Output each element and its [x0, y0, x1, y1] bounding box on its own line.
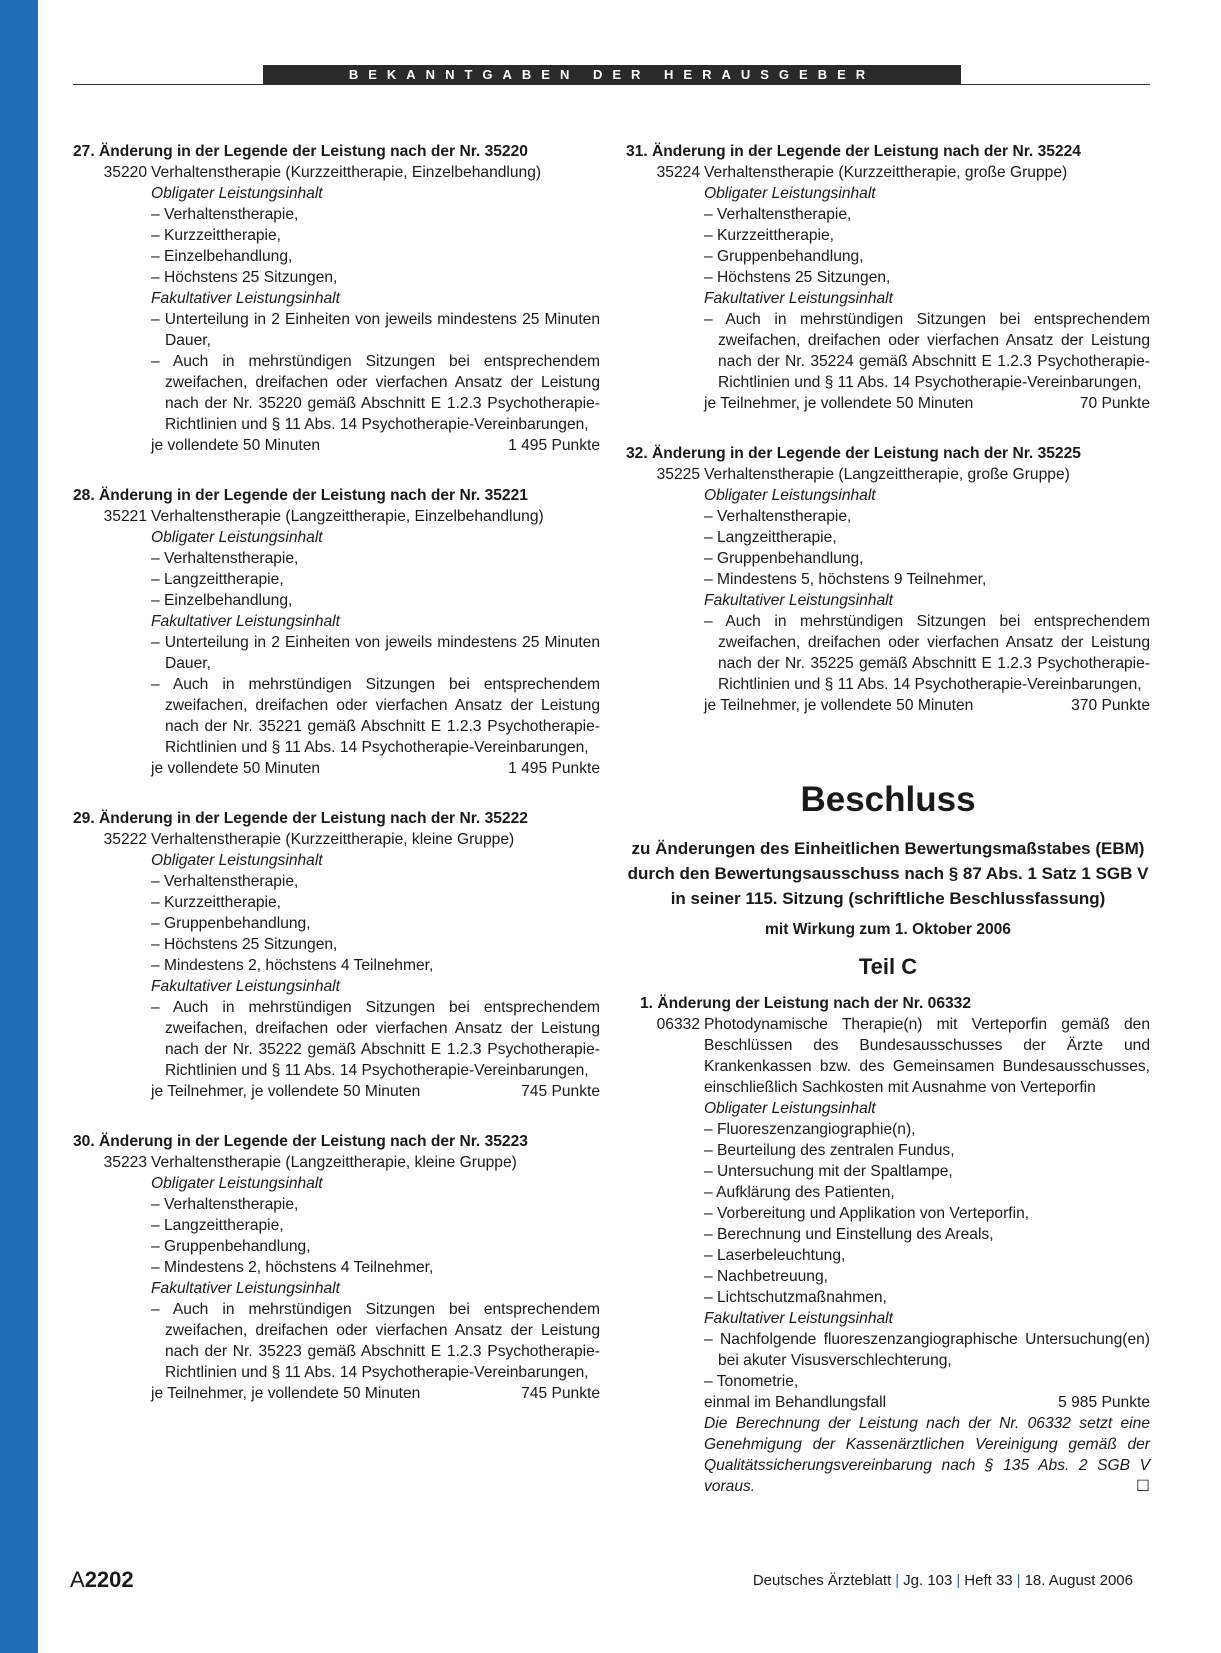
list-item: – Vorbereitung und Applikation von Verteporfin, — [704, 1205, 1030, 1222]
section-title: 32. Änderung in der Legende der Leistung nach der Nr. 35225 — [626, 445, 1081, 462]
obligat-label: Obligater Leistungsinhalt — [704, 1100, 876, 1117]
list-item: – Einzelbehandlung, — [151, 592, 293, 609]
teil-c-section — [626, 993, 1150, 1497]
list-item: – Verhaltenstherapie, — [704, 508, 852, 525]
beschluss-effective-date: mit Wirkung zum 1. Oktober 2006 — [765, 921, 1011, 938]
header-rule — [73, 84, 1150, 85]
service-code: 35225 — [656, 466, 700, 483]
list-item: – Kurzzeittherapie, — [151, 894, 282, 911]
service-title: Verhaltenstherapie (Kurzzeittherapie, kleine Gruppe) — [151, 831, 515, 848]
service-code: 35223 — [103, 1154, 147, 1171]
service-item — [626, 162, 1150, 414]
service-body — [151, 162, 600, 456]
obligat-label: Obligater Leistungsinhalt — [704, 487, 876, 504]
points-row — [151, 1081, 600, 1102]
journal-name: Deutsches Ärzteblatt — [752, 1572, 892, 1589]
service-title: Verhaltenstherapie (Langzeittherapie, kleine Gruppe) — [151, 1154, 517, 1171]
list-item: – Nachfolgende fluoreszenzangiographische Untersuchung(en) bei akuter Visusverschlechterung, — [704, 1331, 1150, 1369]
amendment-section — [73, 141, 600, 456]
obligat-label: Obligater Leistungsinhalt — [151, 1175, 323, 1192]
list-item: – Kurzzeittherapie, — [704, 227, 835, 244]
service-body — [704, 162, 1150, 414]
list-item: – Mindestens 5, höchstens 9 Teilnehmer, — [704, 571, 987, 588]
list-item: – Aufklärung des Patienten, — [704, 1184, 895, 1201]
billing-note: Die Berechnung der Leistung nach der Nr. 06332 setzt eine Genehmigung der Kassenärztlichen Vereinigung gemäß der Qualitätssicherungsvereinbarung nach § 135 Abs. 2 SGB V voraus. ☐ — [704, 1415, 1150, 1495]
fakult-label: Fakultativer Leistungsinhalt — [151, 1280, 340, 1297]
service-code: 35220 — [103, 164, 147, 181]
list-item: – Verhaltenstherapie, — [704, 206, 852, 223]
list-item: – Auch in mehrstündigen Sitzungen bei entsprechendem zweifachen, dreifachen oder vierfachen Ansatz der Leistung nach der Nr. 35222 gemäß Abschnitt E 1.2.3 Psychotherapie-Richtlinien und § 11 Abs. 14 Psychotherapie-Vereinbarungen, — [151, 999, 600, 1079]
points-row — [704, 1392, 1150, 1413]
page-number: A2202 — [70, 1567, 134, 1592]
list-item: – Einzelbehandlung, — [151, 248, 293, 265]
list-item: – Verhaltenstherapie, — [151, 873, 299, 890]
list-item: – Auch in mehrstündigen Sitzungen bei entsprechendem zweifachen, dreifachen oder vierfachen Ansatz der Leistung nach der Nr. 35225 gemäß Abschnitt E 1.2.3 Psychotherapie-Richtlinien und § 11 Abs. 14 Psychotherapie-Vereinbarungen, — [704, 613, 1150, 693]
service-item — [626, 1014, 1150, 1497]
fakult-label: Fakultativer Leistungsinhalt — [151, 978, 340, 995]
obligat-label: Obligater Leistungsinhalt — [704, 185, 876, 202]
points-basis: je vollendete 50 Minuten — [151, 760, 321, 777]
service-body — [151, 829, 600, 1102]
points-value: 5 985 Punkte — [1058, 1394, 1150, 1411]
list-item: – Auch in mehrstündigen Sitzungen bei entsprechendem zweifachen, dreifachen oder vierfachen Ansatz der Leistung nach der Nr. 35223 gemäß Abschnitt E 1.2.3 Psychotherapie-Richtlinien und § 11 Abs. 14 Psychotherapie-Vereinbarungen, — [151, 1301, 600, 1381]
issue: Heft 33 — [964, 1572, 1013, 1589]
service-title: Verhaltenstherapie (Kurzzeittherapie, große Gruppe) — [704, 164, 1068, 181]
list-item: – Gruppenbehandlung, — [151, 915, 311, 932]
list-item: – Höchstens 25 Sitzungen, — [151, 936, 338, 953]
right-sections — [626, 141, 1150, 716]
list-item: – Kurzzeittherapie, — [151, 227, 282, 244]
list-item: – Höchstens 25 Sitzungen, — [704, 269, 891, 286]
section-title: 1. Änderung der Leistung nach der Nr. 06332 — [640, 995, 972, 1012]
list-item: – Tonometrie, — [704, 1373, 799, 1390]
service-code: 35224 — [656, 164, 700, 181]
amendment-section — [626, 443, 1150, 716]
fakult-label: Fakultativer Leistungsinhalt — [704, 290, 893, 307]
list-item: – Laserbeleuchtung, — [704, 1247, 846, 1264]
list-item: – Unterteilung in 2 Einheiten von jeweils mindestens 25 Minuten Dauer, — [151, 634, 600, 672]
list-item: – Verhaltenstherapie, — [151, 206, 299, 223]
service-code: 35221 — [103, 508, 147, 525]
amendment-section — [626, 141, 1150, 414]
list-item: – Auch in mehrstündigen Sitzungen bei entsprechendem zweifachen, dreifachen oder vierfachen Ansatz der Leistung nach der Nr. 35221 gemäß Abschnitt E 1.2.3 Psychotherapie-Richtlinien und § 11 Abs. 14 Psychotherapie-Vereinbarungen, — [151, 676, 600, 756]
fakult-label: Fakultativer Leistungsinhalt — [151, 613, 340, 630]
list-item: – Gruppenbehandlung, — [151, 1238, 311, 1255]
service-code: 06332 — [656, 1016, 700, 1033]
obligat-label: Obligater Leistungsinhalt — [151, 185, 323, 202]
points-value: 1 495 Punkte — [508, 437, 600, 454]
list-item: – Langzeittherapie, — [151, 1217, 284, 1234]
list-item: – Gruppenbehandlung, — [704, 248, 864, 265]
amendment-section — [73, 808, 600, 1102]
points-basis: je Teilnehmer, je vollendete 50 Minuten — [151, 1083, 421, 1100]
list-item: – Mindestens 2, höchstens 4 Teilnehmer, — [151, 957, 434, 974]
amendment-section — [73, 485, 600, 779]
points-value: 745 Punkte — [521, 1083, 600, 1100]
section-title: 31. Änderung in der Legende der Leistung nach der Nr. 35224 — [626, 143, 1081, 160]
service-title: Photodynamische Therapie(n) mit Verteporfin gemäß den Beschlüssen des Bundesausschusses der Ärzte und Krankenkassen bzw. des Gemeinsamen Bundesausschusses, einschließlich Sachkosten mit Ausnahme von Verteporfin — [704, 1016, 1150, 1096]
points-value: 1 495 Punkte — [508, 760, 600, 777]
service-code: 35222 — [103, 831, 147, 848]
list-item: – Auch in mehrstündigen Sitzungen bei entsprechendem zweifachen, dreifachen oder vierfachen Ansatz der Leistung nach der Nr. 35220 gemäß Abschnitt E 1.2.3 Psychotherapie-Richtlinien und § 11 Abs. 14 Psychotherapie-Vereinbarungen, — [151, 353, 600, 433]
service-item — [73, 506, 600, 779]
beschluss-heading: Beschluss — [800, 780, 976, 819]
list-item: – Gruppenbehandlung, — [704, 550, 864, 567]
service-item — [73, 162, 600, 456]
list-item: – Verhaltenstherapie, — [151, 1196, 299, 1213]
beschluss-subtitle: zu Änderungen des Einheitlichen Bewertungsmaßstabes (EBM) durch den Bewertungsausschuss nach § 87 Abs. 1 Satz 1 SGB V in seiner 115. Sitzung (schriftliche Beschlussfassung) — [627, 839, 1149, 908]
end-mark-icon: ☐ — [1136, 1478, 1150, 1495]
fakult-list — [704, 1329, 1150, 1392]
section-header-bar: BEKANNTGABEN DER HERAUSGEBER — [263, 65, 961, 85]
points-basis: je Teilnehmer, je vollendete 50 Minuten — [151, 1385, 421, 1402]
service-title: Verhaltenstherapie (Langzeittherapie, große Gruppe) — [704, 466, 1070, 483]
list-item: – Auch in mehrstündigen Sitzungen bei entsprechendem zweifachen, dreifachen oder vierfachen Ansatz der Leistung nach der Nr. 35224 gemäß Abschnitt E 1.2.3 Psychotherapie-Richtlinien und § 11 Abs. 14 Psychotherapie-Vereinbarungen, — [704, 311, 1150, 391]
footer-citation: Deutsches Ärzteblatt | Jg. 103 | Heft 33 | 18. August 2006 — [752, 1572, 1133, 1589]
points-basis: einmal im Behandlungsfall — [704, 1394, 887, 1411]
points-value: 745 Punkte — [521, 1385, 600, 1402]
service-body — [151, 1152, 600, 1404]
amendment-section — [73, 1131, 600, 1404]
points-row — [151, 1383, 600, 1404]
list-item: – Höchstens 25 Sitzungen, — [151, 269, 338, 286]
service-title: Verhaltenstherapie (Kurzzeittherapie, Einzelbehandlung) — [151, 164, 542, 181]
points-basis: je Teilnehmer, je vollendete 50 Minuten — [704, 697, 974, 714]
points-row — [151, 435, 600, 456]
section-title: 29. Änderung in der Legende der Leistung nach der Nr. 35222 — [73, 810, 528, 827]
fakult-label: Fakultativer Leistungsinhalt — [704, 1310, 893, 1327]
list-item: – Verhaltenstherapie, — [151, 550, 299, 567]
issue-date: 18. August 2006 — [1024, 1572, 1133, 1589]
points-row — [704, 695, 1150, 716]
right-column — [626, 141, 1150, 1526]
volume: Jg. 103 — [903, 1572, 953, 1589]
section-title: 28. Änderung in der Legende der Leistung nach der Nr. 35221 — [73, 487, 528, 504]
points-basis: je vollendete 50 Minuten — [151, 437, 321, 454]
service-item — [73, 1152, 600, 1404]
obligat-list — [704, 1119, 1150, 1308]
points-value: 70 Punkte — [1079, 395, 1150, 412]
service-body — [704, 464, 1150, 716]
points-row — [704, 393, 1150, 414]
left-column — [73, 141, 600, 1433]
fakult-label: Fakultativer Leistungsinhalt — [704, 592, 893, 609]
list-item: – Untersuchung mit der Spaltlampe, — [704, 1163, 953, 1180]
points-value: 370 Punkte — [1071, 697, 1150, 714]
fakult-label: Fakultativer Leistungsinhalt — [151, 290, 340, 307]
list-item: – Langzeittherapie, — [704, 529, 837, 546]
teil-heading: Teil C — [858, 954, 918, 979]
section-title: 27. Änderung in der Legende der Leistung nach der Nr. 35220 — [73, 143, 528, 160]
service-body — [151, 506, 600, 779]
list-item: – Nachbetreuung, — [704, 1268, 828, 1285]
section-title: 30. Änderung in der Legende der Leistung nach der Nr. 35223 — [73, 1133, 528, 1150]
service-title: Verhaltenstherapie (Langzeittherapie, Einzelbehandlung) — [151, 508, 544, 525]
list-item: – Langzeittherapie, — [151, 571, 284, 588]
list-item: – Fluoreszenzangiographie(n), — [704, 1121, 916, 1138]
obligat-label: Obligater Leistungsinhalt — [151, 529, 323, 546]
list-item: – Beurteilung des zentralen Fundus, — [704, 1142, 955, 1159]
list-item: – Berechnung und Einstellung des Areals, — [704, 1226, 994, 1243]
obligat-label: Obligater Leistungsinhalt — [151, 852, 323, 869]
service-body — [704, 1014, 1150, 1497]
list-item: – Mindestens 2, höchstens 4 Teilnehmer, — [151, 1259, 434, 1276]
service-item — [626, 464, 1150, 716]
service-item — [73, 829, 600, 1102]
list-item: – Lichtschutzmaßnahmen, — [704, 1289, 887, 1306]
side-color-stripe — [0, 0, 38, 1653]
points-row — [151, 758, 600, 779]
list-item: – Unterteilung in 2 Einheiten von jeweils mindestens 25 Minuten Dauer, — [151, 311, 600, 349]
points-basis: je Teilnehmer, je vollendete 50 Minuten — [704, 395, 974, 412]
